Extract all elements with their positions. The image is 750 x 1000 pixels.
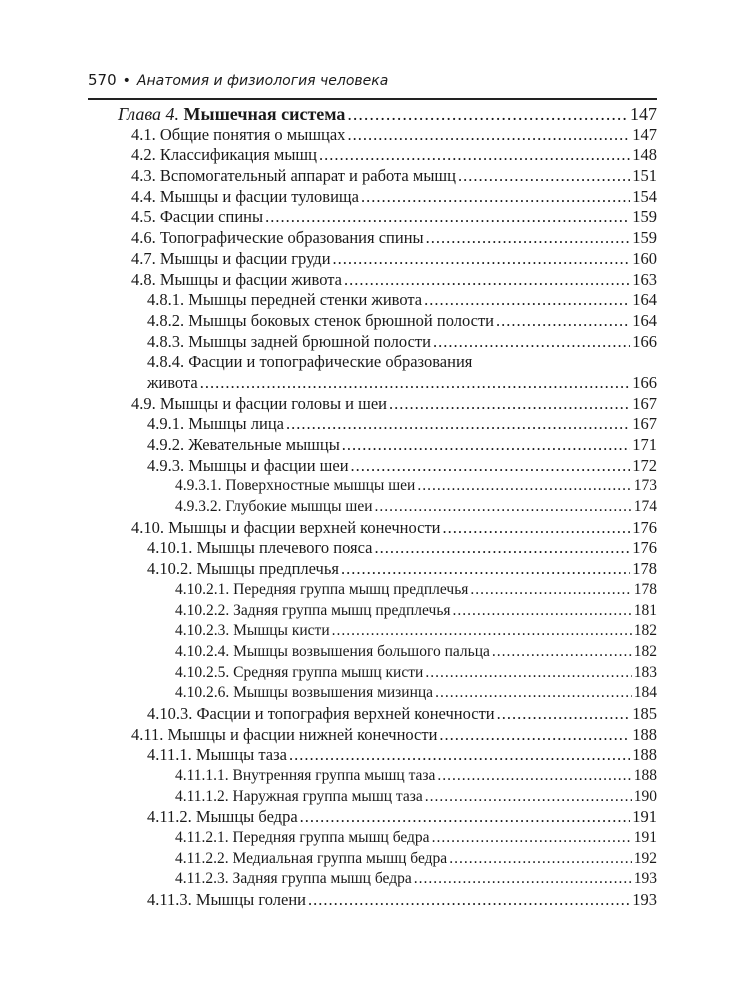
dot-leader bbox=[342, 435, 630, 456]
toc-entry[interactable] bbox=[0, 456, 657, 477]
toc-entry[interactable] bbox=[0, 373, 657, 394]
toc-entry[interactable] bbox=[0, 787, 657, 808]
toc-entry-page: 176 bbox=[632, 538, 657, 558]
dot-leader bbox=[432, 828, 632, 849]
dot-leader bbox=[289, 745, 630, 766]
toc-entry-label: 4.8.1. Мышцы передней стенки живота bbox=[147, 290, 423, 310]
toc-entry-label: 4.10.2.4. Мышцы возвышения большого пальца bbox=[175, 642, 490, 660]
toc-entry-label: 4.10.2. Мышцы предплечья bbox=[147, 559, 339, 579]
dot-leader bbox=[453, 601, 632, 622]
toc-entry[interactable] bbox=[0, 145, 657, 166]
toc-entry-page: 185 bbox=[632, 703, 657, 723]
toc-entry-label: 4.11.3. Мышцы голени bbox=[147, 890, 306, 910]
toc-entry-page: 178 bbox=[633, 580, 657, 598]
dot-leader bbox=[458, 166, 630, 187]
toc-entry-page: 184 bbox=[633, 684, 657, 702]
toc-entry-page: 181 bbox=[633, 601, 657, 619]
toc-entry-page: 182 bbox=[633, 642, 657, 660]
dot-leader bbox=[426, 228, 631, 249]
dot-leader bbox=[433, 332, 630, 353]
toc-entry[interactable] bbox=[0, 249, 657, 270]
toc-entry-label: 4.10.2.6. Мышцы возвышения мизинца bbox=[175, 684, 434, 702]
dot-leader bbox=[492, 642, 632, 663]
dot-leader bbox=[414, 869, 632, 890]
toc-entry[interactable] bbox=[0, 849, 657, 870]
toc-entry-page: 167 bbox=[632, 393, 657, 413]
dot-leader bbox=[437, 766, 631, 787]
toc-entry-page: 190 bbox=[633, 787, 657, 805]
bullet-separator: • bbox=[122, 73, 131, 89]
toc-entry-label: 4.11.2.2. Медиальная группа мышц бедра bbox=[175, 849, 448, 867]
toc-entry-page: 193 bbox=[633, 870, 657, 888]
toc-entry-label: 4.9.1. Мышцы лица bbox=[147, 414, 284, 434]
toc-entry-page: 188 bbox=[632, 745, 657, 765]
dot-leader bbox=[344, 270, 630, 291]
dot-leader bbox=[319, 145, 630, 166]
toc-entry-page: 178 bbox=[632, 559, 657, 579]
toc-entry-page: 191 bbox=[633, 829, 657, 847]
toc-entry[interactable] bbox=[0, 745, 657, 766]
toc-entry-label: 4.11.2.1. Передняя группа мышц бедра bbox=[175, 829, 430, 847]
toc-entry-page: 166 bbox=[632, 372, 657, 392]
toc-entry-page: 173 bbox=[633, 477, 657, 495]
toc-entry[interactable] bbox=[0, 704, 657, 725]
toc-entry[interactable] bbox=[0, 352, 657, 373]
toc-entry[interactable] bbox=[0, 518, 657, 539]
dot-leader bbox=[470, 580, 631, 601]
page-number: 570 bbox=[88, 71, 117, 89]
table-of-contents bbox=[0, 104, 657, 911]
running-header bbox=[88, 68, 657, 100]
toc-entry[interactable] bbox=[0, 621, 657, 642]
toc-entry[interactable] bbox=[0, 125, 657, 146]
toc-entry[interactable] bbox=[0, 166, 657, 187]
toc-entry-page: 182 bbox=[633, 622, 657, 640]
toc-entry[interactable] bbox=[0, 580, 657, 601]
toc-entry-label: 4.2. Классификация мышц bbox=[131, 145, 317, 165]
dot-leader bbox=[439, 725, 630, 746]
dot-leader bbox=[300, 807, 631, 828]
toc-entry-label: 4.11.1. Мышцы таза bbox=[147, 745, 287, 765]
toc-entry-label: 4.11.1.2. Наружная группа мышц таза bbox=[175, 787, 423, 805]
toc-entry-label: 4.11.2.3. Задняя группа мышц бедра bbox=[175, 870, 412, 888]
toc-entry-label: 4.9. Мышцы и фасции головы и шеи bbox=[131, 393, 387, 413]
toc-entry-page: 172 bbox=[632, 455, 657, 475]
toc-entry-label: 4.5. Фасции спины bbox=[131, 207, 264, 227]
dot-leader bbox=[361, 187, 630, 208]
toc-entry-label: 4.8.4. Фасции и топографические образования bbox=[147, 352, 473, 372]
toc-entry-label: 4.7. Мышцы и фасции груди bbox=[131, 248, 331, 268]
toc-entry-page: 164 bbox=[632, 310, 657, 330]
toc-entry-label: 4.4. Мышцы и фасции туловища bbox=[131, 186, 359, 206]
toc-entry-page: 160 bbox=[632, 248, 657, 268]
dot-leader bbox=[200, 373, 631, 394]
toc-entry-page: 188 bbox=[633, 767, 657, 784]
toc-entry[interactable] bbox=[0, 497, 657, 518]
toc-entry[interactable] bbox=[0, 270, 657, 291]
chapter-prefix: Глава 4. bbox=[118, 104, 180, 124]
toc-entry-label: 4.1. Общие понятия о мышцах bbox=[131, 124, 346, 144]
toc-entry-label: 4.9.2. Жевательные мышцы bbox=[147, 435, 340, 454]
toc-entry-page: 151 bbox=[632, 166, 657, 186]
dot-leader bbox=[265, 207, 630, 228]
toc-entry-label: 4.8.3. Мышцы задней брюшной полости bbox=[147, 331, 431, 351]
toc-entry[interactable] bbox=[0, 290, 657, 311]
toc-entry-label: 4.11.2. Мышцы бедра bbox=[147, 807, 298, 827]
toc-entry-label: 4.9.3. Мышцы и фасции шеи bbox=[147, 455, 349, 475]
toc-entry-label: 4.10.3. Фасции и топография верхней конечности bbox=[147, 703, 495, 723]
toc-entry[interactable] bbox=[0, 828, 657, 849]
toc-entry[interactable] bbox=[0, 538, 657, 559]
toc-entry-page: 188 bbox=[632, 724, 657, 744]
toc-entry-page: 176 bbox=[632, 517, 657, 537]
toc-entry-label: 4.11.1.1. Внутренняя группа мышц таза bbox=[175, 767, 436, 784]
dot-leader bbox=[332, 621, 632, 642]
toc-entry[interactable] bbox=[0, 228, 657, 249]
toc-entry[interactable] bbox=[0, 642, 657, 663]
toc-entry[interactable] bbox=[0, 601, 657, 622]
toc-entry[interactable] bbox=[0, 187, 657, 208]
dot-leader bbox=[424, 290, 630, 311]
toc-entry-page: 191 bbox=[632, 807, 657, 827]
toc-entry[interactable] bbox=[0, 394, 657, 415]
chapter-title: Мышечная система bbox=[183, 104, 346, 124]
dot-leader bbox=[417, 476, 631, 497]
toc-entry-page: 154 bbox=[632, 186, 657, 206]
dot-leader bbox=[435, 683, 632, 704]
toc-entry[interactable] bbox=[0, 807, 657, 828]
toc-entry-label: 4.10.1. Мышцы плечевого пояса bbox=[147, 538, 373, 558]
toc-entry-label: 4.6. Топографические образования спины bbox=[131, 228, 424, 248]
toc-entry[interactable] bbox=[0, 766, 657, 787]
toc-entry[interactable] bbox=[0, 725, 657, 746]
toc-entry-label: живота bbox=[147, 372, 198, 392]
toc-entry[interactable] bbox=[0, 311, 657, 332]
toc-entry-page: 148 bbox=[632, 145, 657, 165]
toc-entry-page: 171 bbox=[632, 435, 657, 454]
dot-leader bbox=[389, 394, 630, 415]
toc-entry-label: 4.11. Мышцы и фасции нижней конечности bbox=[131, 724, 438, 744]
toc-entry[interactable] bbox=[0, 435, 657, 456]
dot-leader bbox=[425, 663, 631, 684]
dot-leader bbox=[496, 311, 630, 332]
dot-leader bbox=[351, 456, 631, 477]
toc-entry-page: 166 bbox=[632, 331, 657, 351]
dot-leader bbox=[308, 890, 630, 911]
toc-entry-page: 159 bbox=[632, 228, 657, 248]
toc-entry-label: 4.9.3.2. Глубокие мышцы шеи bbox=[175, 498, 373, 516]
dot-leader bbox=[374, 538, 630, 559]
toc-entry[interactable] bbox=[0, 890, 657, 911]
dot-leader bbox=[341, 559, 630, 580]
dot-leader bbox=[333, 249, 631, 270]
toc-entry-page: 159 bbox=[632, 207, 657, 227]
dot-leader bbox=[425, 787, 632, 808]
toc-entry-label: 4.8. Мышцы и фасции живота bbox=[131, 269, 342, 289]
toc-entry-label: 4.10.2.5. Средняя группа мышц кисти bbox=[175, 663, 424, 681]
toc-entry-page: 192 bbox=[633, 849, 657, 867]
dot-leader bbox=[375, 497, 632, 518]
toc-entry-page: 193 bbox=[632, 890, 657, 910]
toc-entry-label: 4.9.3.1. Поверхностные мышцы шеи bbox=[175, 477, 416, 495]
toc-entry[interactable] bbox=[0, 663, 657, 684]
toc-entry[interactable] bbox=[0, 559, 657, 580]
toc-entry-page: 174 bbox=[633, 498, 657, 516]
toc-entry-label: 4.10.2.3. Мышцы кисти bbox=[175, 622, 330, 640]
toc-entry[interactable] bbox=[0, 414, 657, 435]
toc-entry[interactable] bbox=[0, 207, 657, 228]
chapter-page: 147 bbox=[630, 104, 657, 124]
dot-leader bbox=[443, 518, 631, 539]
toc-entry-label: 4.10.2.1. Передняя группа мышц предплечья bbox=[175, 580, 469, 598]
toc-chapter-entry[interactable] bbox=[0, 104, 657, 125]
toc-entry-page: 183 bbox=[633, 663, 657, 681]
book-title: Анатомия и физиология человека bbox=[136, 73, 389, 89]
dot-leader bbox=[347, 104, 628, 125]
toc-entry[interactable] bbox=[0, 869, 657, 890]
toc-entry-page: 164 bbox=[632, 290, 657, 310]
dot-leader bbox=[449, 849, 632, 870]
dot-leader bbox=[286, 414, 630, 435]
dot-leader bbox=[347, 125, 630, 146]
dot-leader bbox=[497, 704, 631, 725]
toc-entry[interactable] bbox=[0, 476, 657, 497]
toc-entry[interactable] bbox=[0, 332, 657, 353]
toc-entry-label: 4.3. Вспомогательный аппарат и работа мышц bbox=[131, 166, 456, 186]
toc-entry[interactable] bbox=[0, 683, 657, 704]
toc-entry-page: 147 bbox=[632, 124, 657, 144]
toc-entry-label: 4.8.2. Мышцы боковых стенок брюшной полости bbox=[147, 310, 494, 330]
toc-entry-label: 4.10.2.2. Задняя группа мышц предплечья bbox=[175, 601, 451, 619]
toc-entry-page: 167 bbox=[632, 414, 657, 434]
toc-entry-label: 4.10. Мышцы и фасции верхней конечности bbox=[131, 517, 441, 537]
toc-entry-page: 163 bbox=[632, 269, 657, 289]
